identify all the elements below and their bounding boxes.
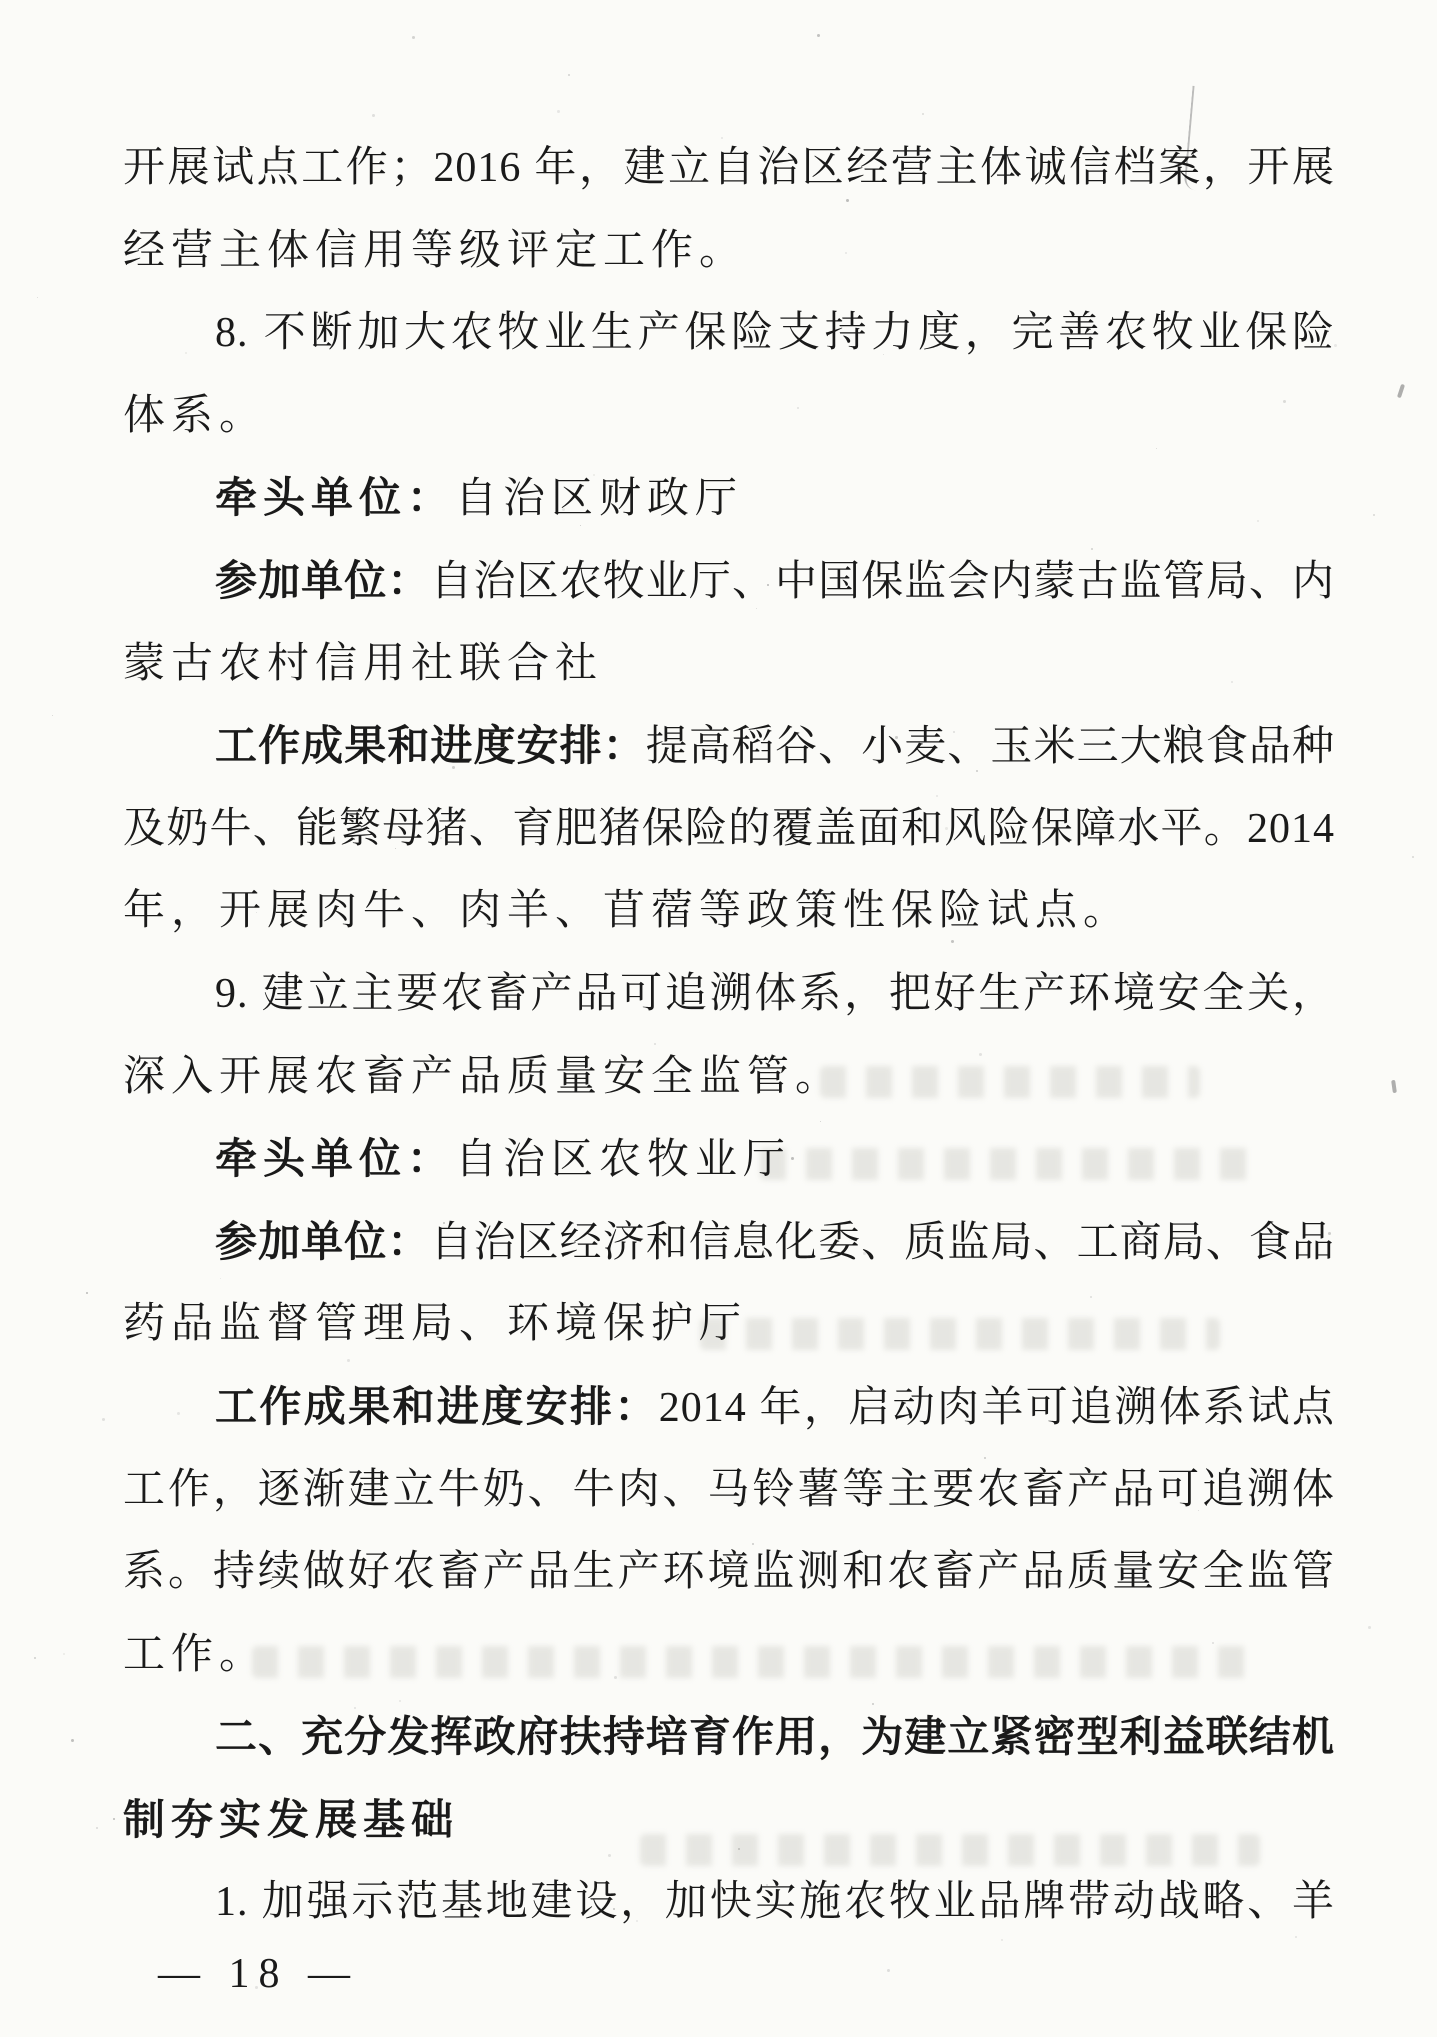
text-line: [123, 1861, 1335, 1944]
speckle-dot: [820, 1121, 821, 1122]
speckle-dot: [557, 110, 560, 113]
text-line: [123, 1118, 1335, 1201]
line-text: 自治区财政厅: [455, 476, 744, 523]
line-text: 药品监督管理局、环境保护厅: [123, 1301, 748, 1348]
speckle-dot: [922, 113, 924, 115]
speckle-dot: [846, 199, 849, 202]
speckle-dot: [887, 1969, 890, 1972]
speckle-dot: [1156, 448, 1157, 449]
speckle-dot: [185, 352, 187, 354]
line-text: 经营主体信用等级评定工作。: [123, 227, 748, 274]
field-label: 牵头单位：: [215, 474, 456, 522]
text-block: [123, 127, 1335, 1944]
speckle-dot: [52, 715, 53, 716]
text-line: [123, 1283, 1335, 1366]
text-line: [123, 457, 1335, 540]
speckle-dot: [1185, 1751, 1188, 1754]
speckle-dot: [1277, 1717, 1278, 1718]
speckle-dot: [321, 580, 322, 581]
speckle-dot: [654, 1043, 656, 1045]
line-text: 体系。: [123, 392, 268, 439]
page-number: — 18 —: [158, 1951, 359, 1997]
speckle-dot: [151, 1307, 153, 1309]
scan-mark-artifact: [1397, 384, 1405, 399]
speckle-dot: [452, 766, 455, 769]
speckle-dot: [831, 1252, 833, 1254]
line-text: 开展试点工作；2016 年，建立自治区经营主体诚信档案，开展: [123, 145, 1335, 191]
speckle-dot: [863, 1252, 866, 1255]
speckle-dot: [872, 1703, 874, 1705]
speckle-dot: [86, 1292, 88, 1294]
speckle-dot: [1295, 1936, 1297, 1938]
line-text: 自治区经济和信息化委、质监局、工商局、食品: [430, 1219, 1335, 1266]
field-label: 参加单位：: [215, 1217, 431, 1265]
line-text: 2014 年，启动肉羊可追溯体系试点: [658, 1384, 1335, 1431]
speckle-dot: [395, 848, 396, 849]
text-line: [123, 1201, 1335, 1284]
line-text: 制夯实发展基础: [123, 1795, 460, 1843]
speckle-dot: [817, 34, 820, 37]
field-label: 参加单位：: [215, 556, 431, 604]
speckle-dot: [945, 827, 948, 830]
line-text: 8. 不断加大农牧业生产保险支持力度，完善农牧业保险: [215, 310, 1335, 357]
speckle-dot: [883, 354, 884, 355]
speckle-dot: [562, 508, 565, 511]
speckle-dot: [951, 940, 954, 943]
speckle-dot: [911, 1722, 912, 1723]
line-text: 二、充分发挥政府扶持培育作用，为建立紧密型利益联结机: [215, 1713, 1335, 1761]
speckle-dot: [1002, 154, 1003, 155]
speckle-dot: [721, 137, 723, 139]
speckle-dot: [63, 1653, 65, 1655]
speckle-dot: [1060, 1391, 1061, 1392]
text-line: [123, 1036, 1335, 1119]
speckle-dot: [791, 1157, 794, 1160]
speckle-dot: [984, 1457, 986, 1459]
speckle-dot: [71, 1739, 74, 1742]
text-line: [123, 1614, 1335, 1697]
speckle-dot: [936, 795, 938, 797]
field-label: 工作成果和进度安排：: [215, 722, 646, 770]
line-text: 9. 建立主要农畜产品可追溯体系，把好生产环境安全关，: [215, 970, 1335, 1017]
speckle-dot: [219, 1893, 220, 1894]
speckle-dot: [743, 1500, 746, 1503]
speckle-dot: [953, 731, 955, 733]
line-text: 1. 加强示范基地建设，加快实施农牧业品牌带动战略、羊: [215, 1879, 1335, 1926]
speckle-dot: [1283, 400, 1286, 403]
text-line: [123, 210, 1335, 293]
speckle-dot: [756, 608, 757, 609]
text-line: [123, 788, 1335, 871]
speckle-dot: [37, 297, 38, 298]
speckle-dot: [354, 1707, 356, 1709]
speckle-dot: [767, 584, 769, 586]
text-line: [123, 1366, 1335, 1449]
text-line: [123, 953, 1335, 1036]
text-line: [123, 705, 1335, 788]
field-label: 牵头单位：: [215, 1135, 456, 1183]
line-text: 工作。: [123, 1631, 268, 1678]
speckle-dot: [568, 74, 570, 76]
line-text: 自治区农牧业厅: [455, 1137, 792, 1184]
text-line: [123, 540, 1335, 623]
line-text: 及奶牛、能繁母猪、育肥猪保险的覆盖面和风险保障水平。2014: [123, 805, 1335, 852]
speckle-dot: [895, 736, 898, 739]
speckle-dot: [1001, 1939, 1003, 1941]
speckle-dot: [399, 1700, 401, 1702]
speckle-dot: [1090, 1296, 1092, 1298]
text-line: [123, 127, 1335, 210]
field-label: 工作成果和进度安排：: [215, 1382, 659, 1430]
line-text: 工作，逐渐建立牛奶、牛肉、马铃薯等主要农畜产品可追溯体: [123, 1466, 1335, 1513]
speckle-dot: [1212, 1642, 1214, 1644]
line-text: 深入开展农畜产品质量安全监管。: [123, 1053, 844, 1100]
speckle-dot: [979, 1053, 982, 1056]
speckle-dot: [256, 912, 257, 913]
speckle-dot: [1373, 514, 1375, 516]
speckle-dot: [1412, 856, 1414, 858]
speckle-dot: [177, 1412, 180, 1415]
scan-mark-artifact: [1391, 1080, 1397, 1093]
speckle-dot: [1257, 520, 1259, 522]
speckle-dot: [231, 339, 233, 341]
speckle-dot: [766, 1884, 768, 1886]
speckle-dot: [113, 1818, 115, 1820]
speckle-dot: [1328, 1232, 1331, 1235]
speckle-dot: [1334, 344, 1337, 347]
speckle-dot: [580, 525, 581, 526]
speckle-dot: [1368, 1626, 1371, 1629]
speckle-dot: [1091, 548, 1093, 550]
speckle-dot: [412, 36, 415, 39]
line-text: 提高稻谷、小麦、玉米三大粮食品种: [645, 724, 1335, 771]
speckle-dot: [593, 474, 595, 476]
speckle-dot: [752, 1543, 754, 1545]
speckle-dot: [603, 482, 605, 484]
speckle-dot: [872, 1481, 874, 1483]
speckle-dot: [614, 1676, 617, 1679]
speckle-dot: [894, 840, 896, 842]
speckle-dot: [328, 1418, 330, 1420]
line-text: 蒙古农村信用社联合社: [123, 640, 604, 687]
speckle-dot: [845, 252, 847, 254]
text-line: [123, 1449, 1335, 1532]
speckle-dot: [636, 1920, 638, 1922]
line-text: 年，开展肉牛、肉羊、苜蓿等政策性保险试点。: [123, 888, 1132, 935]
text-line: [123, 1531, 1335, 1614]
text-line: [123, 1696, 1335, 1779]
speckle-dot: [220, 1278, 221, 1279]
speckle-dot: [255, 1986, 258, 1989]
speckle-dot: [738, 1848, 740, 1850]
speckle-dot: [1231, 681, 1233, 683]
line-text: 自治区农牧业厅、中国保监会内蒙古监管局、内: [430, 558, 1335, 605]
speckle-dot: [378, 1337, 381, 1340]
speckle-dot: [443, 1222, 445, 1224]
speckle-dot: [608, 1854, 611, 1857]
text-line: [123, 623, 1335, 706]
speckle-dot: [976, 770, 978, 772]
speckle-dot: [1198, 1510, 1199, 1511]
text-line: [123, 292, 1335, 375]
speckle-dot: [133, 670, 134, 671]
text-line: [123, 1779, 1335, 1862]
speckle-dot: [34, 1657, 36, 1659]
speckle-dot: [797, 407, 799, 409]
speckle-dot: [372, 114, 375, 117]
speckle-dot: [613, 1908, 615, 1910]
text-line: [123, 870, 1335, 953]
text-line: [123, 375, 1335, 458]
speckle-dot: [102, 1418, 105, 1421]
speckle-dot: [440, 837, 442, 839]
speckle-dot: [347, 1359, 350, 1362]
speckle-dot: [96, 1827, 98, 1829]
line-text: 系。持续做好农畜产品生产环境监测和农畜产品质量安全监管: [123, 1549, 1335, 1596]
